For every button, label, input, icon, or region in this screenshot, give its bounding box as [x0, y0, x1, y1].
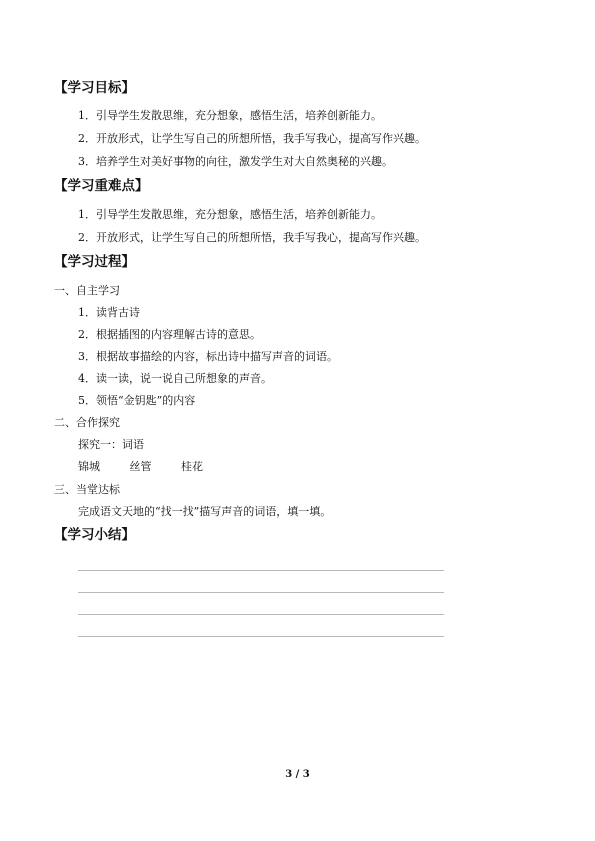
in-class-target-title: 三、当堂达标 — [54, 483, 120, 496]
self-study-title: 一、自主学习 — [54, 284, 120, 297]
goal-item-2: 2．开放形式，让学生写自己的所想所悟，我手写我心，提高写作兴趣。 — [78, 132, 426, 145]
word-list — [78, 460, 229, 474]
summary-answer-line — [78, 592, 444, 593]
key-point-item-2: 2．开放形式，让学生写自己的所想所悟，我手写我心，提高写作兴趣。 — [78, 231, 426, 244]
explore-one-label: 探究一：词语 — [78, 438, 144, 451]
self-study-item-2: 2．根据插图的内容理解古诗的意思。 — [78, 328, 261, 341]
page-number: 3 / 3 — [285, 769, 310, 780]
self-study-item-3: 3．根据故事描绘的内容，标出诗中描写声音的词语。 — [78, 350, 338, 363]
self-study-item-1: 1．读背古诗 — [78, 306, 140, 319]
cooperation-title: 二、合作探究 — [54, 416, 120, 429]
process-heading: 【学习过程】 — [54, 254, 135, 270]
goals-heading: 【学习目标】 — [54, 80, 135, 96]
summary-answer-line — [78, 614, 444, 615]
self-study-item-5: 5．领悟“金钥匙”的内容 — [78, 394, 196, 407]
in-class-target-task: 完成语文天地的“找一找”描写声音的词语，填一填。 — [78, 505, 332, 518]
summary-answer-line — [78, 636, 444, 637]
key-point-item-1: 1．引导学生发散思维，充分想象，感悟生活，培养创新能力。 — [78, 208, 382, 221]
goal-item-3: 3．培养学生对美好事物的向往，激发学生对大自然奥秘的兴趣。 — [78, 155, 393, 168]
word-item: 锦城 — [78, 460, 100, 473]
word-item: 丝管 — [129, 460, 152, 473]
summary-heading: 【学习小结】 — [54, 527, 135, 543]
key-points-heading: 【学习重难点】 — [54, 178, 149, 194]
summary-answer-line — [78, 570, 444, 571]
goal-item-1: 1．引导学生发散思维，充分想象，感悟生活，培养创新能力。 — [78, 109, 382, 122]
word-item: 桂花 — [181, 460, 203, 473]
self-study-item-4: 4．读一读，说一说自己所想象的声音。 — [78, 372, 272, 385]
